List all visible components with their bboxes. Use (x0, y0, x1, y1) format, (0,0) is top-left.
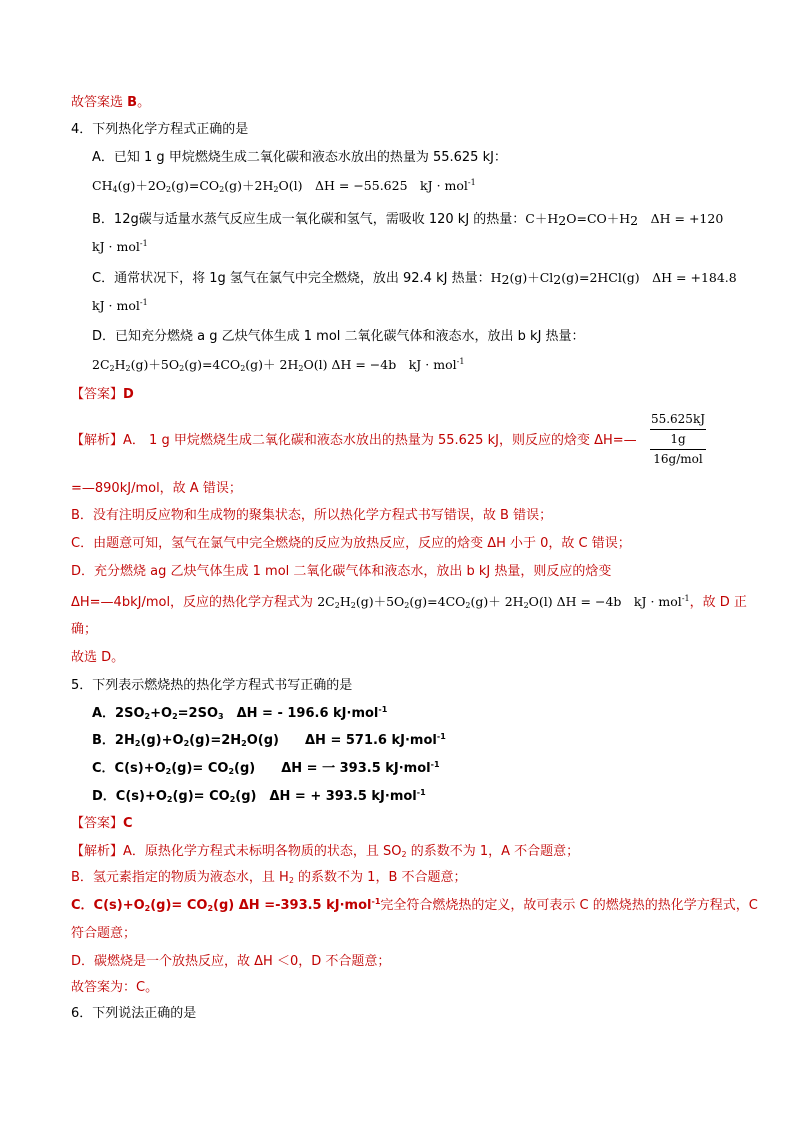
q5-stem: 5．下列表示燃烧热的热化学方程式书写正确的是 (71, 678, 353, 693)
q4-option-d-equation: $2C_2H_2(g)+5O_2(g)=4CO_2(g)+ 2H_2O(l) \Delta H = -4b$ kJ · mol$^{-1}$ (92, 357, 465, 373)
q4-analysis-a2: =—890kJ/mol，故 A 错误； (71, 481, 242, 496)
q5-conclusion: 故答案为：C。 (71, 980, 159, 995)
q5-option-c: C．$C(s)+O_2(g)= CO_2(g)$ ΔH = 一 393.5 kJ·mol$^{-1}$ (92, 760, 440, 776)
q4-analysis-c: C．由题意可知，氢气在氯气中完全燃烧的反应为放热反应，反应的焓变 ΔH 小于 0，故 C 错误； (71, 536, 631, 551)
q4-option-b-unit: kJ · mol$^{-1}$ (92, 239, 148, 254)
q5-analysis-a: 【解析】A．原热化学方程式未标明各物质的状态，且 $SO_2$ 的系数不为 1，A 不合题意； (71, 844, 580, 859)
q5-analysis-b: B．氢元素指定的物质为液态水，且 $H_2$ 的系数不为 1，B 不合题意； (71, 870, 467, 885)
q4-stem: 4．下列热化学方程式正确的是 (71, 122, 249, 137)
q4-analysis-b: B．没有注明反应物和生成物的聚集状态，所以热化学方程式书写错误，故 B 错误； (71, 508, 553, 523)
q6-stem: 6．下列说法正确的是 (71, 1006, 197, 1021)
q5-option-d: D．$C(s)+O_2(g)= CO_2(g)$ ΔH = + 393.5 kJ·mol$^{-1}$ (92, 788, 426, 804)
q5-option-a: A．$2SO_2+O_2=2SO_3$ ΔH = - 196.6 kJ·mol$^{-1}$ (92, 705, 388, 721)
q5-answer: 【答案】C (71, 816, 133, 831)
q4-option-c: C．通常状况下，将 1g 氢气在氯气中完全燃烧，放出 92.4 kJ 热量：$H_2(g)+Cl_2(g)=2HCl(g)$ ΔH = +184.8 (92, 270, 737, 287)
q5-analysis-c2: 符合题意； (71, 926, 137, 941)
q4-analysis-a: 【解析】A． 1 g 甲烷燃烧生成二氧化碳和液态水放出的热量为 55.625 kJ，则反应的焓变 ΔH=— (71, 433, 637, 448)
q5-analysis-c: C．$C(s)+O_2(g)= CO_2(g)$ ΔH =-393.5 kJ·mol$^{-1}$完全符合燃烧热的定义，故可表示 C 的燃烧热的热化学方程式，C (71, 897, 758, 913)
q4-conclusion: 故选 D。 (71, 650, 125, 665)
q4-option-c-unit: kJ · mol$^{-1}$ (92, 298, 148, 313)
q4-option-d: D．已知充分燃烧 a g 乙炔气体生成 1 mol 二氧化碳气体和液态水，放出 b kJ 热量： (92, 329, 585, 344)
q4-analysis-d3: 确； (71, 622, 98, 637)
q4-option-a-equation: $CH_4(g)+2O_2(g)=CO_2(g)+2H_2O(l)$ ΔH = −55.625 kJ · mol$^{-1}$ (92, 178, 476, 194)
q4-analysis-d: D．充分燃烧 ag 乙炔气体生成 1 mol 二氧化碳气体和液态水，放出 b kJ 热量，则反应的焓变 (71, 564, 612, 579)
q4-answer: 【答案】D (71, 387, 134, 402)
q5-analysis-d: D．碳燃烧是一个放热反应，故 ΔH ＜0，D 不合题意； (71, 954, 391, 969)
q4-analysis-d2: ΔH=—4bkJ/mol，反应的热化学方程式为 $2C_2H_2(g)+5O_2(g)=4CO_2(g)+ 2H_2O(l) \Delta H = -4b$ kJ · mol$^{-1}$，故 D 正 (71, 594, 747, 610)
q4-option-b: B．12g碳与适量水蒸气反应生成一氧化碳和氢气，需吸收 120 kJ 的热量：$C+H_2O=CO+H_2$ ΔH = +120 (92, 211, 724, 228)
q4-option-a: A．已知 1 g 甲烷燃烧生成二氧化碳和液态水放出的热量为 55.625 kJ： (92, 150, 507, 165)
q3-conclusion: 故答案选 B。 (71, 95, 151, 110)
q5-option-b: B．$2H_2(g)+O_2(g)=2H_2O(g)$ ΔH = 571.6 kJ·mol$^{-1}$ (92, 732, 446, 748)
